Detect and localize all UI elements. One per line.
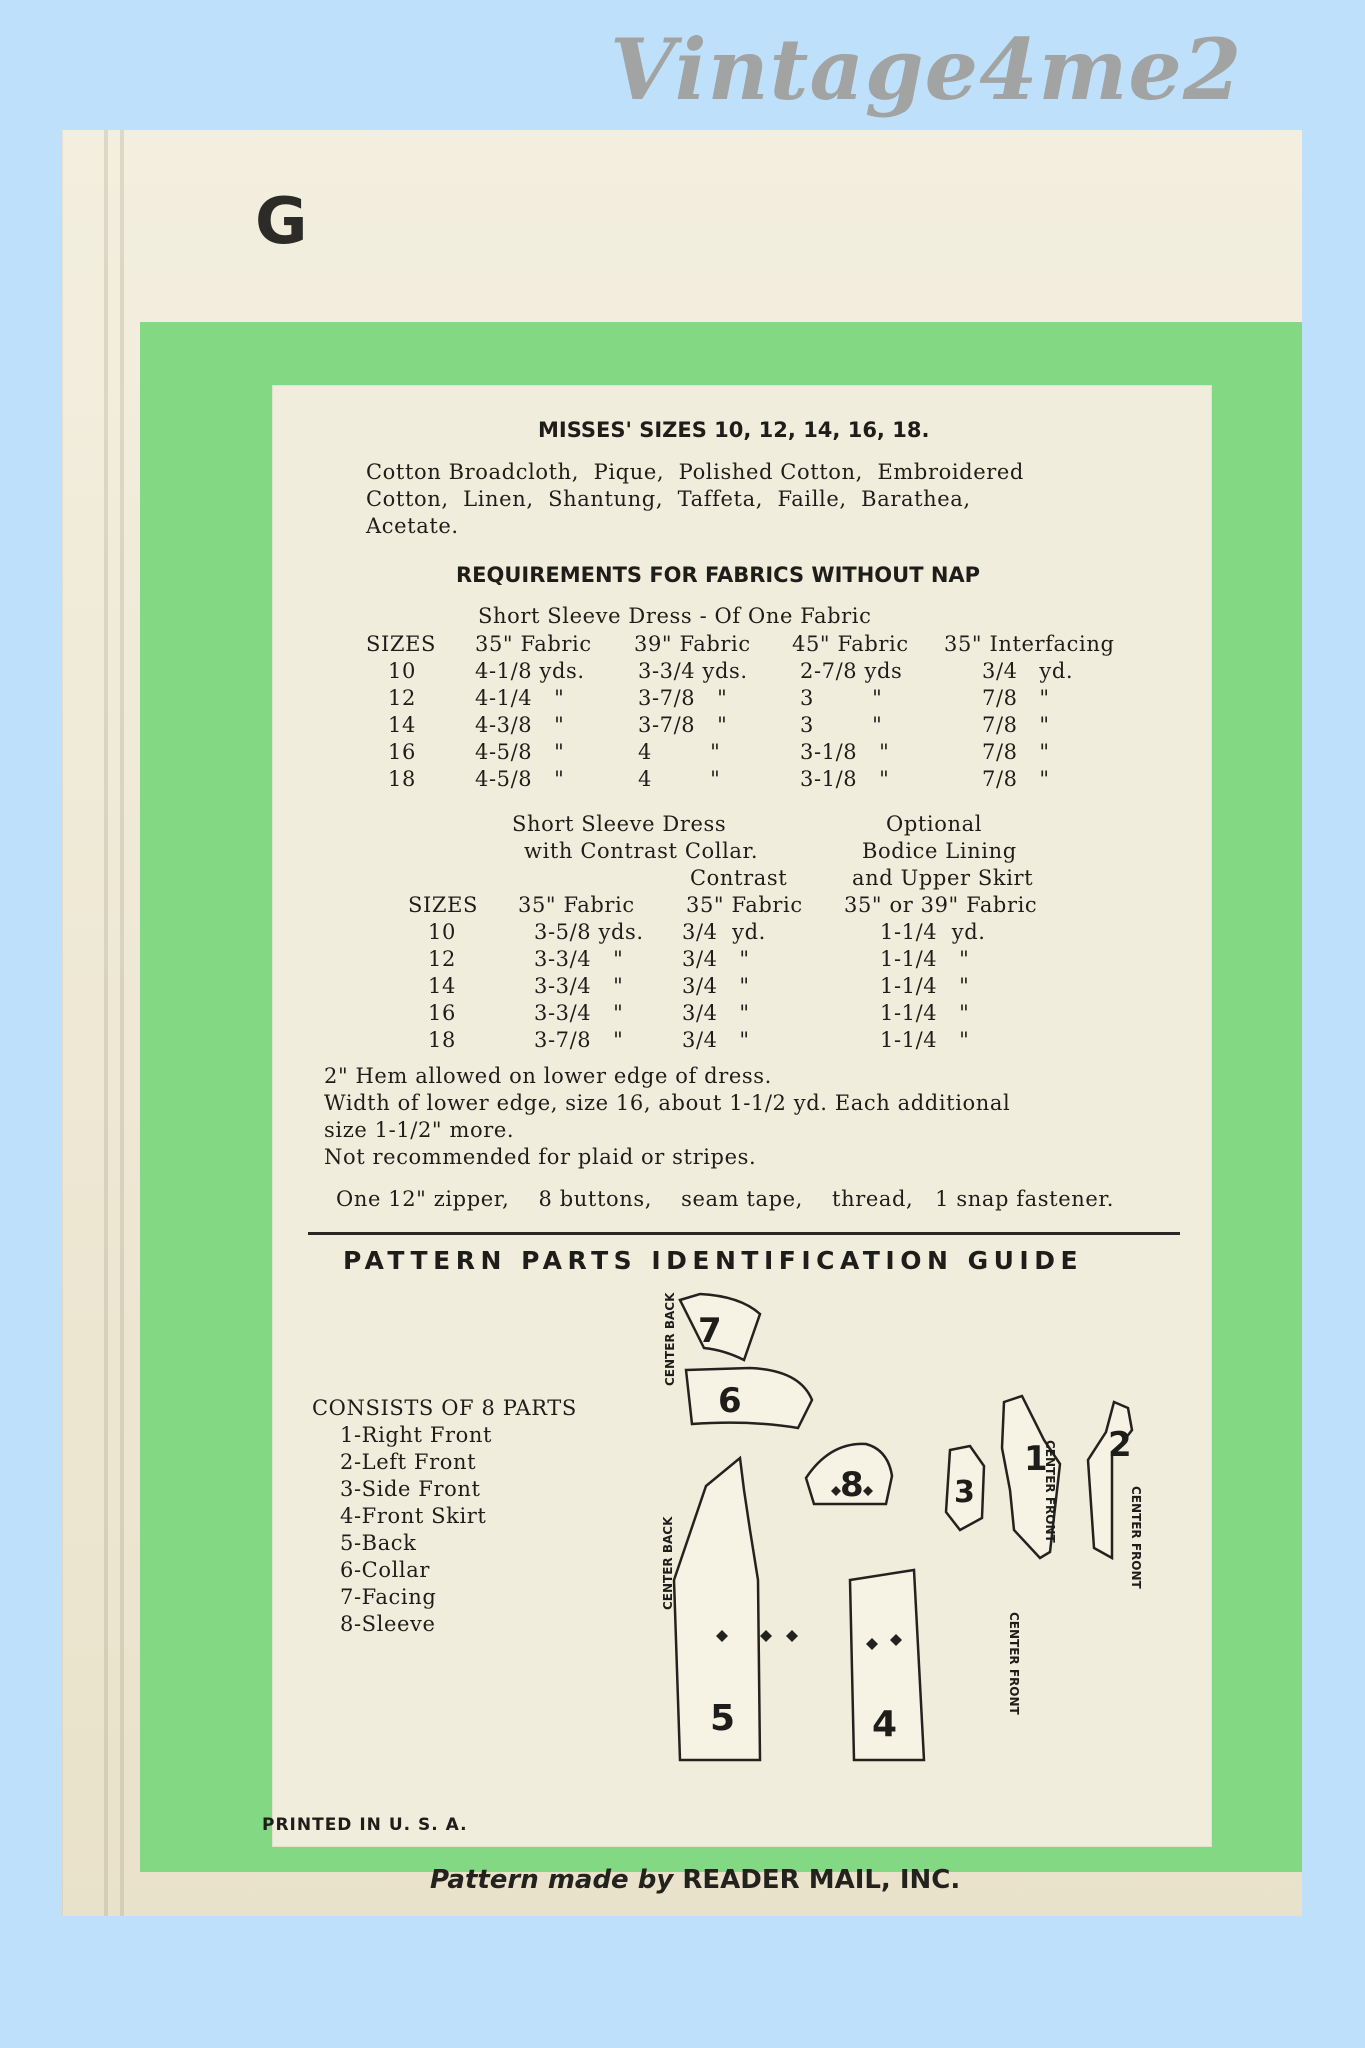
part-3: 3-Side Front [340, 1477, 481, 1501]
divider [308, 1232, 1180, 1235]
table1-cell: 3-1/8 " [800, 767, 890, 791]
table2-title-lining: Bodice Lining [862, 839, 1017, 863]
notions: One 12" zipper, 8 buttons, seam tape, thread, 1 snap fastener. [336, 1187, 1114, 1211]
table2-cell: 3/4 " [682, 974, 750, 998]
table2-cell: 3/4 " [682, 1001, 750, 1025]
sizes-heading: MISSES' SIZES 10, 12, 14, 16, 18. [538, 418, 930, 442]
table1-cell: 7/8 " [982, 767, 1050, 791]
piece-label-7: 7 [698, 1311, 722, 1351]
piece-label-6: 6 [718, 1381, 742, 1421]
table1-header-45: 45" Fabric [792, 632, 909, 656]
table1-cell: 7/8 " [982, 686, 1050, 710]
table2-cell: 10 [428, 920, 456, 944]
table2-header-lining: 35" or 39" Fabric [844, 893, 1038, 917]
fabric-line-2: Cotton, Linen, Shantung, Taffeta, Faille, Barathea, [366, 487, 971, 511]
table1-cell: 14 [388, 713, 416, 737]
piece-label-center-front-skirt: CENTER FRONT [1007, 1612, 1021, 1715]
table2-cell: 3-7/8 " [534, 1028, 624, 1052]
table1-cell: 3-1/8 " [800, 740, 890, 764]
table1-cell: 18 [388, 767, 416, 791]
table1-cell: 4-1/8 yds. [475, 659, 585, 683]
printed-in-usa: PRINTED IN U. S. A. [262, 1815, 468, 1835]
maker-line [430, 1865, 960, 1895]
table1-header-sizes: SIZES [366, 632, 436, 656]
piece-label-center-front-2: CENTER FRONT [1129, 1486, 1143, 1589]
piece-label-center-front-1: CENTER FRONT [1043, 1440, 1057, 1543]
part-6: 6-Collar [340, 1558, 430, 1582]
part-5: 5-Back [340, 1531, 417, 1555]
table2-cell: 16 [428, 1001, 456, 1025]
table2-title-2: with Contrast Collar. [524, 839, 759, 863]
table2-header-contrast: 35" Fabric [686, 893, 803, 917]
table2-cell: 1-1/4 " [880, 1028, 970, 1052]
table1-cell: 3-7/8 " [638, 713, 728, 737]
note-plaid: Not recommended for plaid or stripes. [324, 1145, 757, 1169]
table2-cell: 18 [428, 1028, 456, 1052]
piece-label-3: 3 [954, 1475, 975, 1510]
table1-cell: 4-1/4 " [475, 686, 565, 710]
note-width: Width of lower edge, size 16, about 1-1/2 yd. Each additional [324, 1091, 1011, 1115]
table1-title: Short Sleeve Dress - Of One Fabric [478, 604, 872, 628]
guide-heading: PATTERN PARTS IDENTIFICATION GUIDE [343, 1246, 1084, 1275]
table2-cell: 3-3/4 " [534, 947, 624, 971]
table1-cell: 7/8 " [982, 713, 1050, 737]
piece-6-collar [686, 1368, 812, 1428]
table1-cell: 3-7/8 " [638, 686, 728, 710]
piece-label-4: 4 [872, 1704, 898, 1745]
table2-title-optional: Optional [886, 812, 983, 836]
maker-prefix: Pattern made by [430, 1865, 674, 1895]
piece-label-5: 5 [710, 1698, 736, 1739]
table2-cell: 1-1/4 " [880, 947, 970, 971]
table1-cell: 4-3/8 " [475, 713, 565, 737]
part-8: 8-Sleeve [340, 1612, 436, 1636]
table2-cell: 3/4 " [682, 947, 750, 971]
part-4: 4-Front Skirt [340, 1504, 487, 1528]
table2-cell: 3-3/4 " [534, 974, 624, 998]
table2-cell: 3/4 " [682, 1028, 750, 1052]
table1-cell: 3 " [800, 713, 883, 737]
table1-cell: 7/8 " [982, 740, 1050, 764]
table1-cell: 3-3/4 yds. [638, 659, 748, 683]
piece-label-2: 2 [1108, 1425, 1132, 1465]
table1-cell: 4-5/8 " [475, 740, 565, 764]
table1-header-35: 35" Fabric [475, 632, 592, 656]
table2-title-upper-skirt: and Upper Skirt [852, 866, 1034, 890]
note-size: size 1-1/2" more. [324, 1118, 515, 1142]
requirements-heading: REQUIREMENTS FOR FABRICS WITHOUT NAP [456, 563, 981, 587]
table1-cell: 2-7/8 yds [800, 659, 903, 683]
table1-cell: 4 " [638, 767, 721, 791]
table2-header-sizes: SIZES [408, 893, 478, 917]
table2-cell: 3-3/4 " [534, 1001, 624, 1025]
table1-cell: 16 [388, 740, 416, 764]
table2-cell: 1-1/4 " [880, 1001, 970, 1025]
piece-label-center-back: CENTER BACK [661, 1516, 675, 1610]
part-7: 7-Facing [340, 1585, 437, 1609]
piece-label-1: 1 [1024, 1439, 1048, 1479]
piece-label-8: 8 [840, 1465, 864, 1505]
piece-label-center-back-top: CENTER BACK [663, 1292, 677, 1386]
fabric-line-3: Acetate. [366, 514, 459, 538]
table1-header-interfacing: 35" Interfacing [944, 632, 1115, 656]
table2-title-contrast: Contrast [690, 866, 788, 890]
maker-name: READER MAIL, INC. [682, 1865, 961, 1895]
table1-header-39: 39" Fabric [634, 632, 751, 656]
part-1: 1-Right Front [340, 1423, 493, 1447]
fabric-line-1: Cotton Broadcloth, Pique, Polished Cotton, Embroidered [366, 460, 1024, 484]
table1-cell: 4-5/8 " [475, 767, 565, 791]
part-2: 2-Left Front [340, 1450, 477, 1474]
envelope-letter: G [255, 185, 308, 259]
table2-cell: 14 [428, 974, 456, 998]
table1-cell: 3 " [800, 686, 883, 710]
table1-cell: 10 [388, 659, 416, 683]
table1-cell: 3/4 yd. [982, 659, 1074, 683]
table2-title-1: Short Sleeve Dress [512, 812, 727, 836]
table2-header-35: 35" Fabric [518, 893, 635, 917]
table2-cell: 1-1/4 " [880, 974, 970, 998]
table2-cell: 12 [428, 947, 456, 971]
table1-cell: 4 " [638, 740, 721, 764]
table2-cell: 1-1/4 yd. [880, 920, 986, 944]
parts-heading: CONSISTS OF 8 PARTS [312, 1396, 577, 1420]
table2-cell: 3-5/8 yds. [534, 920, 644, 944]
watermark: Vintage4me2 [610, 20, 1243, 119]
pattern-pieces-diagram [640, 1290, 1200, 1770]
table2-cell: 3/4 yd. [682, 920, 766, 944]
note-hem: 2" Hem allowed on lower edge of dress. [324, 1064, 772, 1088]
table1-cell: 12 [388, 686, 416, 710]
